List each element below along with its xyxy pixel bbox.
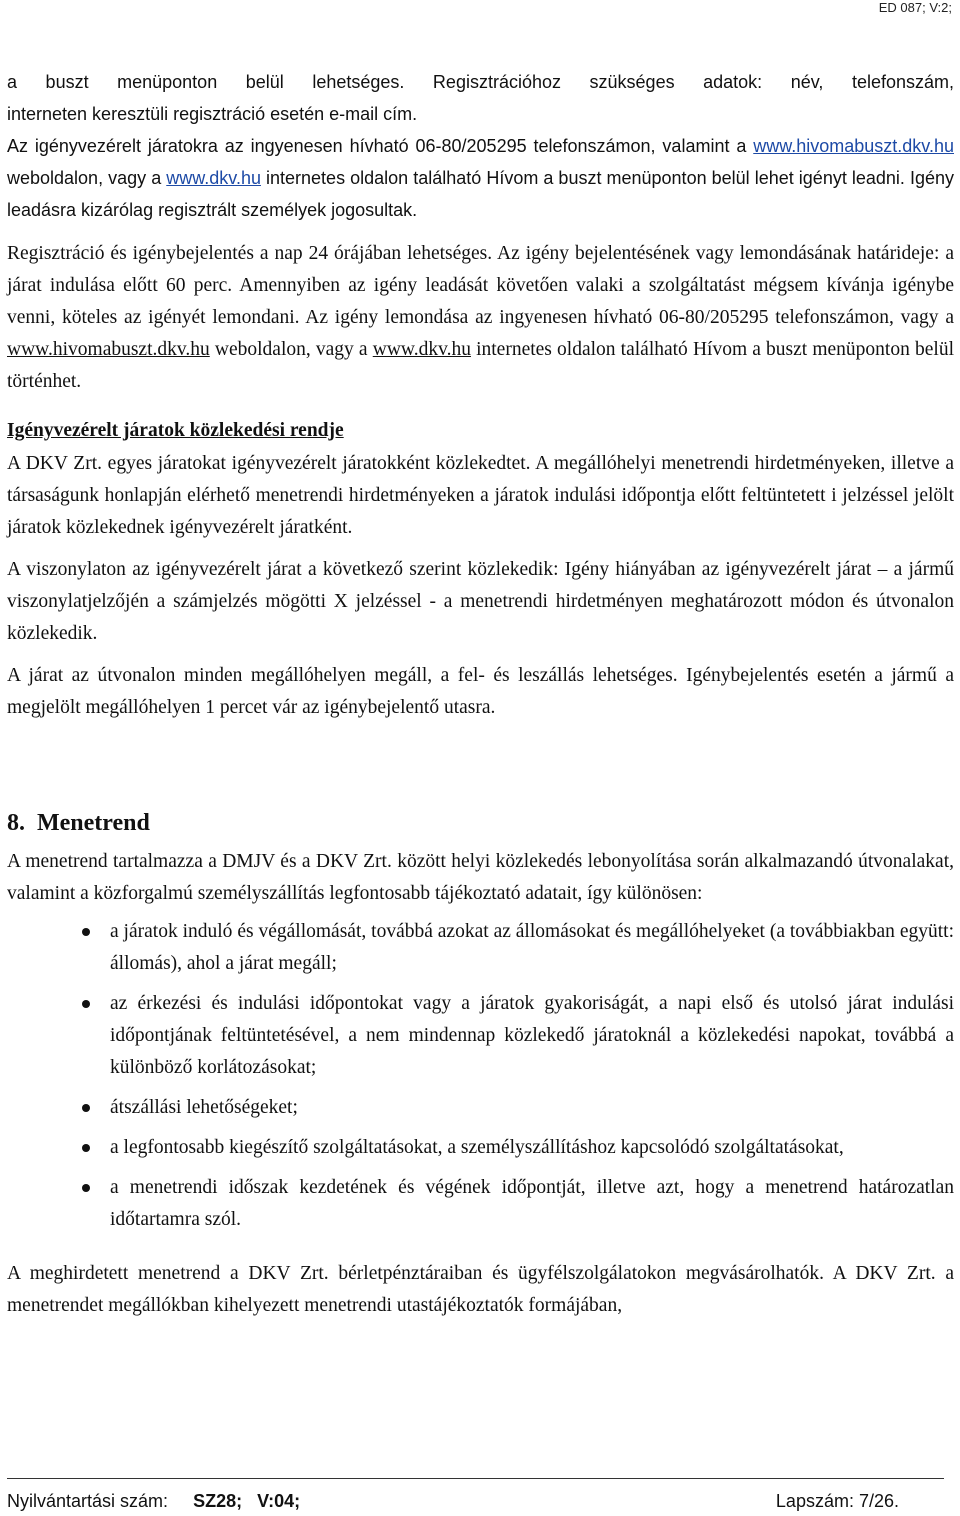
- page-body: [7, 66, 954, 1322]
- paragraph-timetable-availability: A meghirdetett menetrend a DKV Zrt. bérletpénztáraiban és ügyfélszolgálatokon megvásárolhatók. A DKV Zrt. a menetrendet megállókban kihelyezett menetrendi utastájékoztatók formájában,: [7, 1263, 954, 1316]
- list-item-text: a menetrendi időszak kezdetének és végének időpontját, illetve azt, hogy a menetrend határozatlan időtartamra szól.: [110, 1177, 954, 1230]
- paragraph-claim-channels: [7, 130, 954, 226]
- chapter-heading: [7, 806, 954, 840]
- list-item-text: a legfontosabb kiegészítő szolgáltatásokat, a személyszállításhoz kapcsolódó szolgáltatásokat,: [110, 1137, 844, 1158]
- section-title: Igényvezérelt járatok közlekedési rendje: [7, 420, 344, 441]
- paragraph-timetable-contents: A menetrend tartalmazza a DMJV és a DKV Zrt. között helyi közlekedés lebonyolítása során alkalmazandó útvonalakat, valamint a közforgalmú személyszállítás legfontosabb tájékoztató adatait, így különösen:: [7, 851, 954, 904]
- list-item: [7, 1172, 954, 1236]
- registration-label: Nyilvántartási szám:: [7, 1491, 169, 1511]
- bullet-icon: [82, 1144, 90, 1152]
- version-value: V:04;: [257, 1491, 301, 1511]
- text-line: a buszt menüponton belül lehetséges. Regisztrációhoz szükséges adatok: név, telefonszám,: [7, 72, 954, 92]
- paragraph-registration-data: [7, 66, 954, 98]
- text-run: weboldalon, vagy a: [209, 339, 373, 360]
- registration-number: [7, 1491, 300, 1512]
- text-run: internetes oldalon található Hívom a buszt menüponton belül történhet.: [7, 339, 954, 392]
- paragraph-registration-data-end: [7, 98, 954, 130]
- list-item: [7, 1132, 954, 1164]
- bullet-icon: [82, 1184, 90, 1192]
- paragraph-demand-driven-stops: A járat az útvonalon minden megállóhelyen megáll, a fel- és leszállás lehetséges. Igénybejelentés esetén a jármű a megjelölt megállóhelyen 1 percet vár az igénybejelentő utasra.: [7, 665, 954, 718]
- dkv-link[interactable]: www.dkv.hu: [166, 168, 261, 188]
- list-item: [7, 1092, 954, 1124]
- bullet-icon: [82, 1104, 90, 1112]
- paragraph-demand-driven-intro: A DKV Zrt. egyes járatokat igényvezérelt járatokként közlekedtet. A megállóhelyi menetrendi hirdetményeken, illetve a társaságunk honlapján elérhető menetrendi hirdetményeken a járatok indulási időpontja előtt feltüntetett i jelzéssel jelölt járatok közlekednek igényvezérelt járatként.: [7, 453, 954, 538]
- timetable-contents-list: [7, 916, 954, 1236]
- paragraph-registration-times: [7, 238, 954, 398]
- chapter-number: 8.: [7, 810, 25, 836]
- page-number: Lapszám: 7/26.: [775, 1491, 899, 1511]
- list-item: [7, 988, 954, 1084]
- text-run: internetes oldalon található Hívom a buszt menüponton belül lehet igényt leadni. Igény leadásra kizárólag regisztrált személyek jogosultak.: [7, 168, 954, 220]
- list-item: [7, 916, 954, 980]
- list-item-text: a járatok induló és végállomását, továbbá azokat az állomásokat és megállóhelyeket (a továbbiakban együtt: állomás), ahol a járat megáll;: [110, 921, 954, 974]
- list-item-text: az érkezési és indulási időpontokat vagy a járatok gyakoriságát, a napi első és utolsó járat indulási időpontjának feltüntetésével, a nem mindennap közlekedő járatoknál a közlekedési napokat, továbbá a különböző korlátozásokat;: [110, 993, 954, 1078]
- text-run: Az igényvezérelt járatokra az ingyenesen hívható 06-80/205295 telefonszámon, valamint a: [7, 136, 754, 156]
- document-code: ED 087; V:2;: [878, 0, 952, 15]
- hivomabuszt-link[interactable]: www.hivomabuszt.dkv.hu: [7, 339, 210, 360]
- chapter-title: Menetrend: [37, 810, 150, 836]
- bullet-icon: [82, 928, 90, 936]
- page-footer: [7, 1478, 944, 1511]
- text-run: Regisztráció és igénybejelentés a nap 24 órájában lehetséges. Az igény bejelentésének vagy lemondásának határideje: a járat indulása előtt 60 perc. Amennyiben az igény leadását követően valaki a szolgáltatást mégsem kívánja igénybe venni, köteles az igényét lemondani. Az igény lemondása az ingyenesen hívható 06-80/205295 telefonszámon, vagy a: [7, 243, 954, 328]
- dkv-link[interactable]: www.dkv.hu: [372, 339, 471, 360]
- text-line: interneten keresztüli regisztráció esetén e-mail cím.: [7, 104, 418, 124]
- registration-value: SZ28;: [193, 1491, 243, 1511]
- hivomabuszt-link[interactable]: www.hivomabuszt.dkv.hu: [753, 136, 954, 156]
- text-run: weboldalon, vagy a: [7, 168, 167, 188]
- paragraph-demand-driven-route: A viszonylaton az igényvezérelt járat a következő szerint közlekedik: Igény hiányában az igényvezérelt járat – a jármű viszonylatjelzőjén a számjelzés mögötti X jelzéssel - a menetrendi hirdetményen meghatározott módon és útvonalon közlekedik.: [7, 559, 954, 644]
- list-item-text: átszállási lehetőségeket;: [110, 1097, 298, 1118]
- bullet-icon: [82, 1000, 90, 1008]
